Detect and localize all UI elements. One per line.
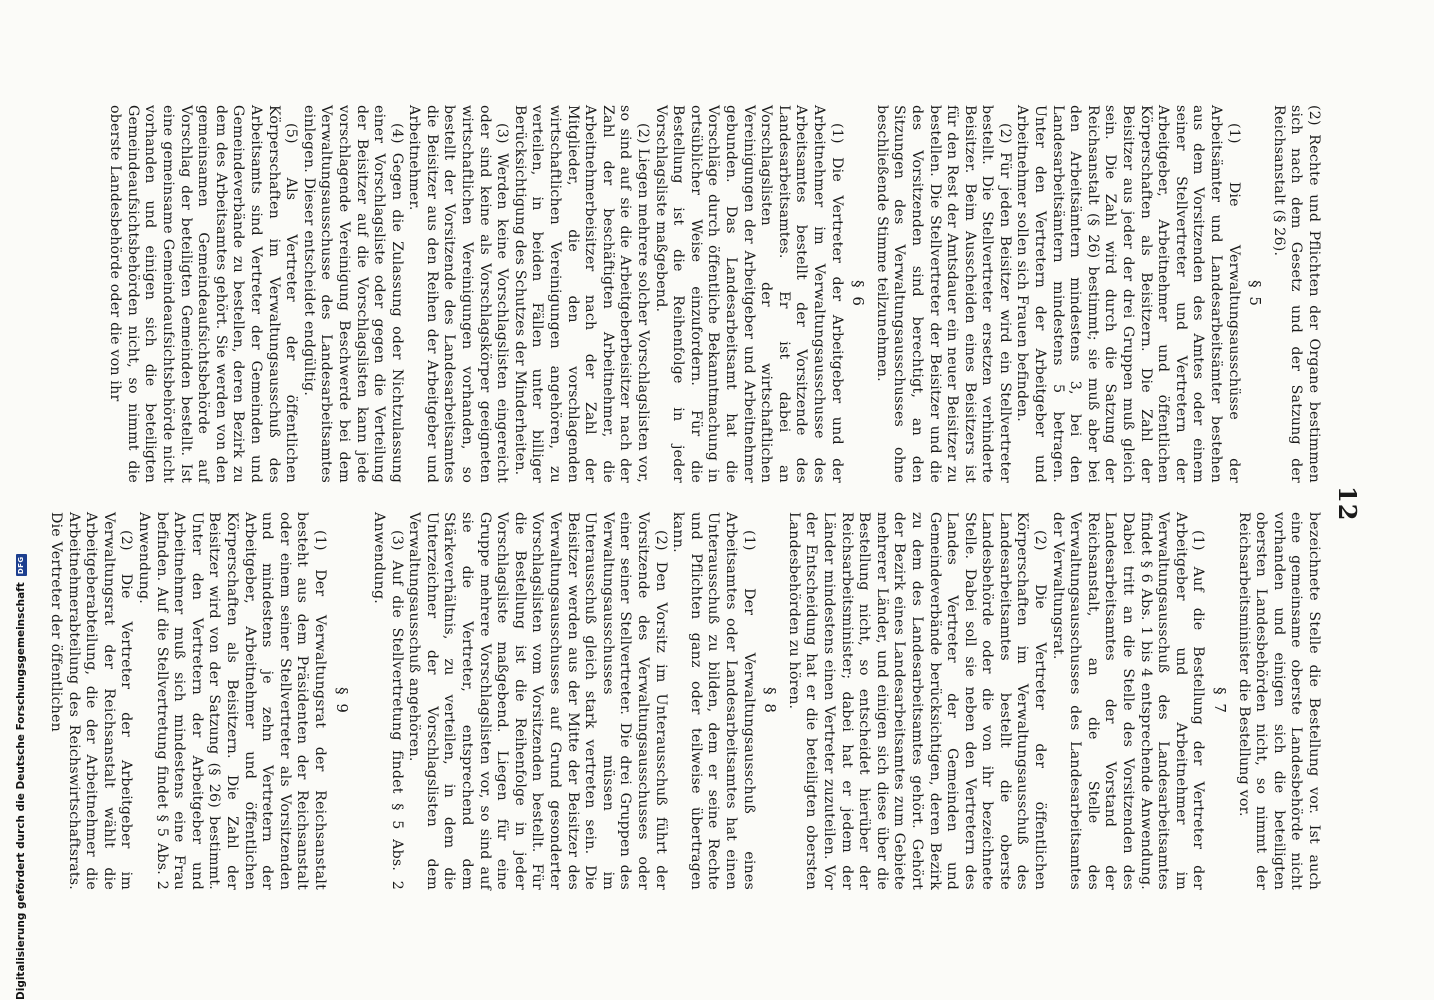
section-heading-7: § 7: [1211, 687, 1230, 715]
paragraph: (2) Die Vertreter der öffentlichen Körperschaften im Verwaltungsausschuß des Landesarbeitsamtes bestellt die oberste Landesbehörde oder die von ihr bezeichnete Stelle. Dabei soll sie neben den Vertretern des Landes Vertreter der Gemeinden und Gemeindeverbände berücksichtigen, deren Bezirk zu dem des Landesarbeitsamtes gehört. Gehört der Bezirk eines Landesarbeitsamtes zum Gebiete mehrerer Länder, und einigen sich diese über die Bestellung nicht, so entscheidet hierüber der Reichsarbeitsminister; dabei hat er jedem der Länder mindestens einen Vertreter zuzuteilen. Vor der Entscheidung hat er die beteiligten obersten Landesbehörden zu hören.: [785, 512, 1049, 890]
paragraph: (2) Die Vertreter der Arbeitgeber im Verwaltungsrat der Reichsanstalt wählt die Arbeitgeberabteilung, die der Arbeitnehmer die Arbeitnehmerabteilung des Reichswirtschaftsrats. Die Vertreter der öffentlichen: [48, 512, 135, 890]
paragraph: (1) Der Verwaltungsausschuß eines Arbeitsamtes oder Landesarbeitsamtes hat einen Unterausschuß zu bilden, dem er seine Rechte und Pflichten ganz oder teilweise übertragen kann.: [670, 512, 757, 890]
paragraph: (4) Gegen die Zulassung oder Nichtzulassung einer Vorschlagsliste oder gegen die Verteilung der Beisitzer auf die Vorschlagslisten kann jede vorschlagende Vereinigung Beschwerde bei dem Verwaltungsausschusse des Landesarbeitsamtes einlegen. Dieser entscheidet endgültig.: [300, 105, 405, 483]
digitization-credit: [14, 0, 28, 1000]
paragraph: (1) Die Verwaltungsausschüsse der Arbeitsämter und Landesarbeitsämter bestehen aus dem Vorsitzenden des Amtes oder einem seiner Stellvertreter und Vertretern der Arbeitgeber, Arbeitnehmer und öffentlichen Körperschaften als Beisitzern. Die Zahl der Beisitzer aus jeder der drei Gruppen muß gleich sein. Die Zahl wird durch die Satzung der Reichsanstalt (§ 26) bestimmt; sie muß aber bei den Arbeitsämtern mindestens 3, bei den Landesarbeitsämtern mindestens 5 betragen. Unter den Vertretern der Arbeitgeber und Arbeitnehmer sollen sich Frauen befinden.: [1014, 105, 1242, 483]
paragraph: bezeichnete Stelle die Bestellung vor. Ist auch eine gemeinsame oberste Landesbehörde nicht vorhanden und einigen sich die beteiligten obersten Landesbehörden nicht, so nimmt der Reichsarbeitsminister die Bestellung vor.: [1235, 512, 1322, 890]
paragraph: (2) Liegen mehrere solcher Vorschlagslisten vor, so sind auf sie die Arbeitgeberbeisitzer nach der Zahl der beschäftigten Arbeitnehmer, die Arbeitnehmerbeisitzer nach der Zahl der Mitglieder, die den vorschlagenden wirtschaftlichen Vereinigungen angehören, zu verteilen, in beiden Fällen unter billiger Berücksichtigung des Schutzes der Minderheiten.: [511, 105, 652, 483]
paragraph: (1) Auf die Bestellung der Vertreter der Arbeitgeber und Arbeitnehmer im Verwaltungsausschuß des Landesarbeitsamtes findet § 6 Abs. 1 bis 4 entsprechende Anwendung. Dabei tritt an die Stelle des Vorsitzenden des Landesarbeitsamtes der Vorstand der Reichsanstalt, an die Stelle des Verwaltungsausschusses des Landesarbeitsamtes der Verwaltungsrat.: [1049, 512, 1207, 890]
paragraph: (2) Rechte und Pflichten der Organe bestimmen sich nach dem Gesetz und der Satzung der Reichsanstalt (§ 26).: [1270, 105, 1322, 483]
credit-text: Digitalisierung gefördert durch die Deutsche Forschungsgemeinschaft: [15, 582, 27, 1000]
page-number: 12: [1333, 486, 1362, 522]
section-heading-9: § 9: [332, 687, 351, 715]
paragraph: (2) Für jeden Beisitzer wird ein Stellvertreter bestellt. Die Stellvertreter ersetzen verhinderte Beisitzer. Beim Ausscheiden eines Beisitzers ist für den Rest der Amtsdauer ein neuer Beisitzer zu bestellen. Die Stellvertreter der Beisitzer und die des Vorsitzenden sind berechtigt, an den Sitzungen des Verwaltungsausschusses ohne beschließende Stimme teilzunehmen.: [873, 105, 1013, 483]
paragraph: (5) Als Vertreter der öffentlichen Körperschaften im Verwaltungsausschuß des Arbeitsamts sind Vertreter der Gemeinden und Gemeindeverbände zu bestellen, deren Bezirk zu dem des Arbeitsamtes gehört. Sie werden von den gemeinsamen Gemeindeaufsichtsbehörde auf Vorschlag der beteiligten Gemeinden bestellt. Ist eine gemeinsame Gemeindeaufsichtsbehörde nicht vorhanden und einigen sich die beteiligten Gemeindeaufsichtsbehörden nicht, so nimmt die oberste Landesbehörde oder die von ihr: [107, 105, 300, 483]
section-heading-6: § 6: [849, 280, 868, 308]
paragraph: (2) Den Vorsitz im Unterausschuß führt der Vorsitzende des Verwaltungsausschusses oder einer seiner Stellvertreter. Die drei Gruppen des Verwaltungsausschusses müssen im Unterausschuß gleich stark vertreten sein. Die Beisitzer werden aus der Mitte der Beisitzer des Verwaltungsausschusses auf Grund gesonderter Vorschlagslisten vom Vorsitzenden bestellt. Für die Bestellung ist die Reihenfolge in jeder Vorschlagsliste maßgebend. Liegen für eine Gruppe mehrere Vorschlagslisten vor, so sind auf sie die Vertreter, entsprechend dem Stärkeverhältnis, zu verteilen, in dem die Unterzeichner der Vorschlagslisten dem Verwaltungsausschuß angehören.: [406, 512, 669, 890]
left-column: [106, 105, 1322, 483]
section-heading-8: § 8: [761, 687, 780, 715]
section-heading-5: § 5: [1246, 280, 1265, 308]
paragraph: (3) Werden keine Vorschlagslisten eingereicht oder sind keine als Vorschlagskörper geeigneten wirtschaftlichen Vereinigungen vorhanden, so bestellt der Vorsitzende des Landesarbeitsamtes die Beisitzer aus den Reihen der Arbeitgeber und Arbeitnehmer.: [406, 105, 511, 483]
right-column: [46, 512, 1322, 890]
paragraph: (3) Auf die Stellvertretung findet § 5 Abs. 2 Anwendung.: [371, 512, 405, 890]
paragraph: (1) Die Vertreter der Arbeitgeber und der Arbeitnehmer im Verwaltungsausschusse des Arbeitsamtes bestellt der Vorsitzende des Landesarbeitsamtes. Er ist dabei an Vorschlagslisten der wirtschaftlichen Vereinigungen der Arbeitgeber und Arbeitnehmer gebunden. Das Landesarbeitsamt hat die Vorschläge durch öffentliche Bekanntmachung in ortsüblicher Weise einzufordern. Für die Bestellung ist die Reihenfolge in jeder Vorschlagsliste maßgebend.: [652, 105, 845, 483]
dfg-logo-icon: DFG: [16, 554, 27, 576]
spacer: [356, 512, 370, 890]
paragraph: (1) Der Verwaltungsrat der Reichsanstalt besteht aus dem Präsidenten der Reichsanstalt oder einem seiner Stellvertreter als Vorsitzenden und mindestens je zehn Vertretern der Arbeitgeber, Arbeitnehmer und öffentlichen Körperschaften als Beisitzern. Die Zahl der Beisitzer wird von der Satzung (§ 26) bestimmt. Unter den Vertretern der Arbeitgeber und Arbeitnehmer muß sich mindestens eine Frau befinden. Auf die Stellvertretung findet § 5 Abs. 2 Anwendung.: [136, 512, 328, 890]
